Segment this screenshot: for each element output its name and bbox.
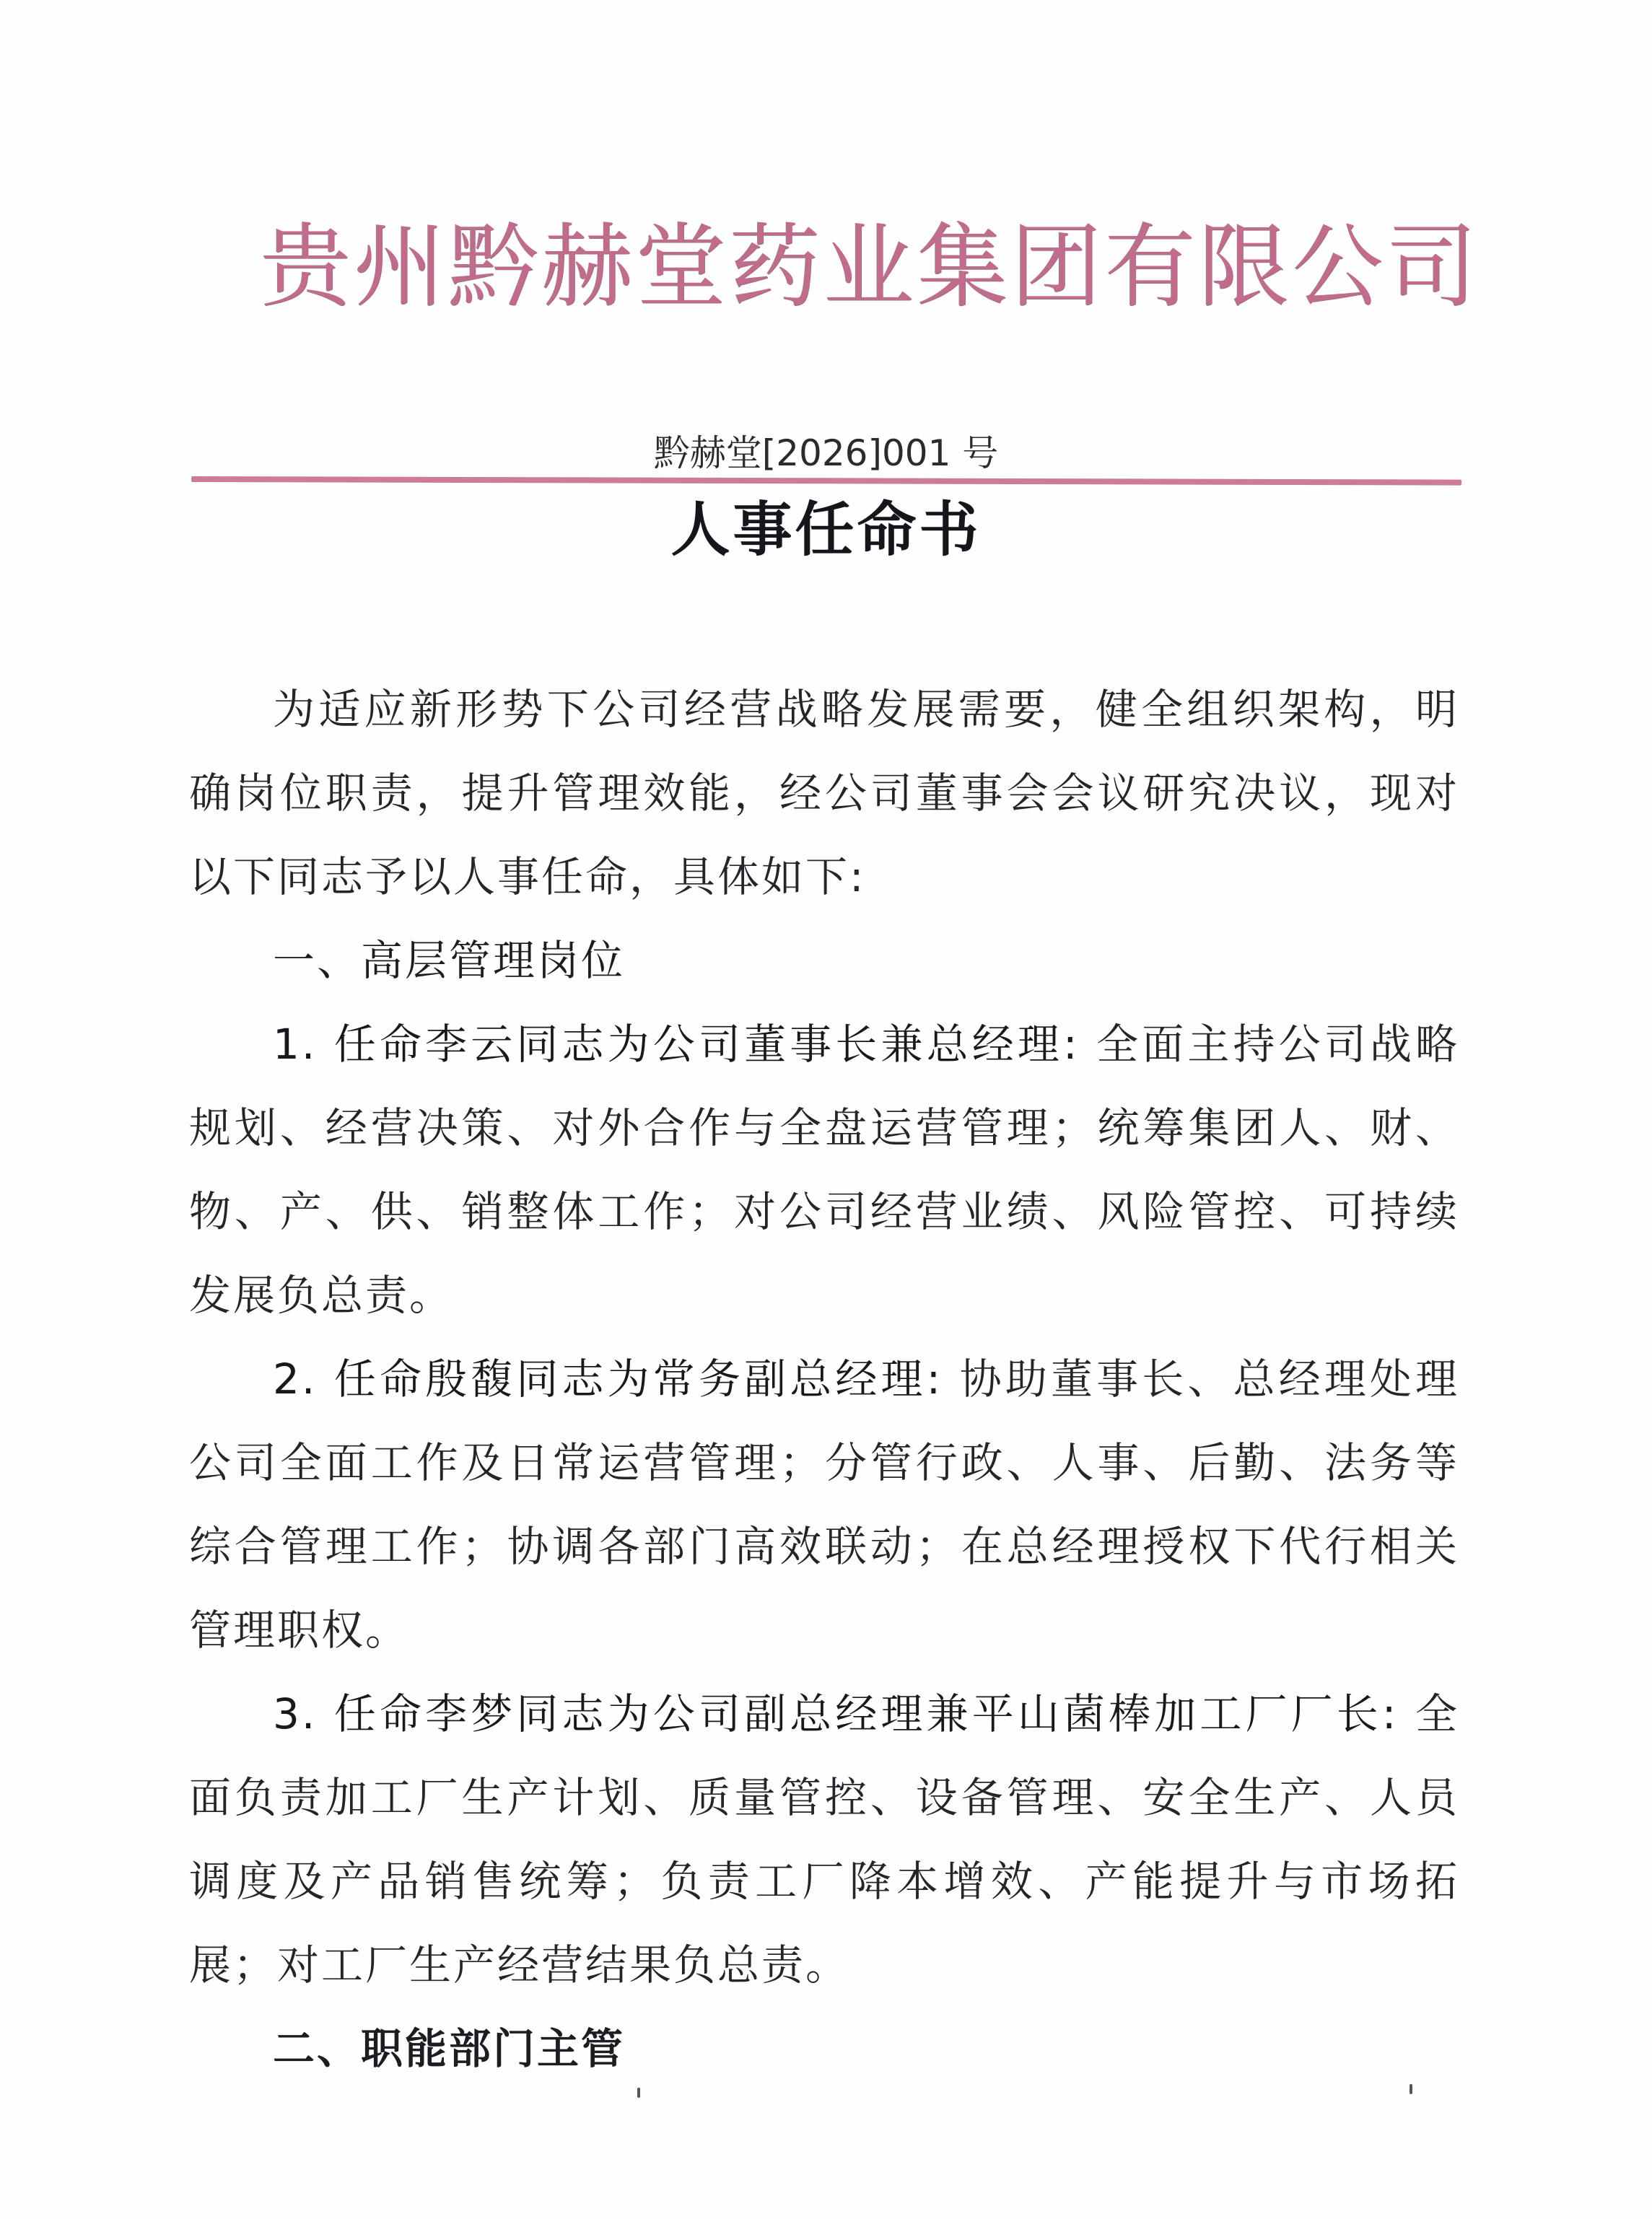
- appointment-1-duties: 全面主持公司战略规划、经营决策、对外合作与全盘运营管理；统筹集团人、财、物、产、供、销整体工作；对公司经营业绩、风险管控、可持续发展负总责。: [189, 1020, 1460, 1320]
- appointment-item-1: [189, 1002, 1459, 1337]
- appointment-item-3: [189, 1672, 1459, 2007]
- appointment-2-duties: 协助董事长、总经理处理公司全面工作及日常运营管理；分管行政、人事、后勤、法务等综合管理工作；协调各部门高效联动；在总经理授权下代行相关管理职权。: [189, 1354, 1460, 1655]
- company-letterhead: 贵州黔赫堂药业集团有限公司: [260, 214, 1480, 320]
- document-title: 人事任命书: [670, 496, 982, 564]
- appointment-2-lead: 2. 任命殷馥同志为常务副总经理:: [273, 1354, 943, 1404]
- document-body: [189, 668, 1459, 2091]
- appointment-item-2: [189, 1337, 1459, 1672]
- appointment-3-duties: 全面负责加工厂生产计划、质量管控、设备管理、安全生产、人员调度及产品销售统筹；负责工厂降本增效、产能提升与市场拓展；对工厂生产经营结果负总责。: [189, 1689, 1460, 1990]
- document-number: 黔赫堂[2026]001 号: [653, 432, 999, 474]
- appointment-1-lead: 1. 任命李云同志为公司董事长兼总经理:: [273, 1020, 1080, 1069]
- scan-artifact-mark: [637, 2088, 640, 2098]
- scan-artifact-mark: [1410, 2084, 1412, 2094]
- appointment-3-lead: 3. 任命李梦同志为公司副总经理兼平山菌棒加工厂厂长:: [273, 1689, 1399, 1738]
- section-heading-senior-management: 一、高层管理岗位: [273, 936, 626, 985]
- section-heading-functional-departments: 二、职能部门主管: [273, 2024, 626, 2073]
- intro-paragraph: 为适应新形势下公司经营战略发展需要，健全组织架构，明确岗位职责，提升管理效能，经公司董事会会议研究决议，现对以下同志予以人事任命，具体如下:: [189, 685, 1459, 901]
